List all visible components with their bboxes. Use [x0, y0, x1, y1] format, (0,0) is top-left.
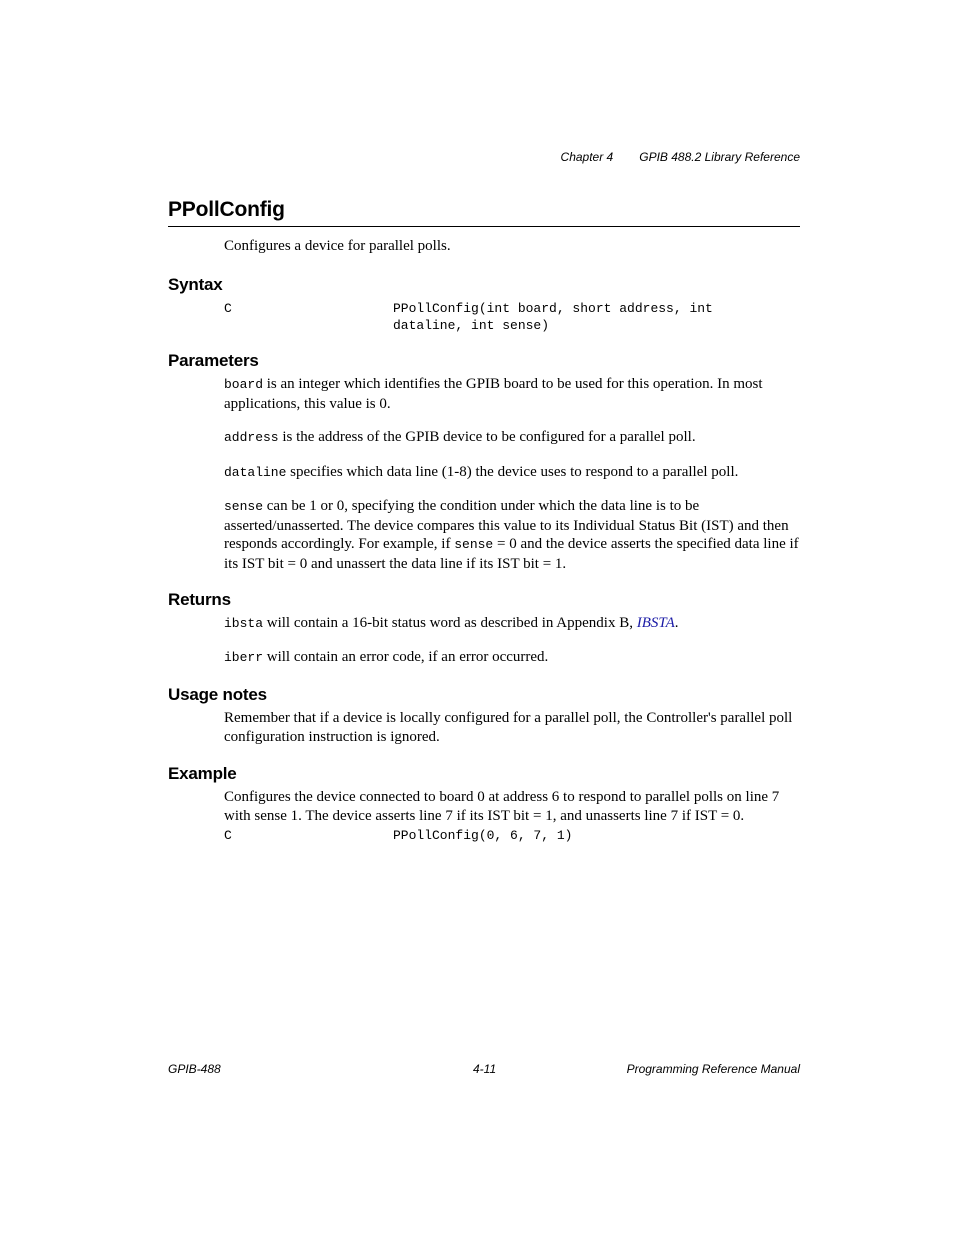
syntax-heading: Syntax	[168, 275, 223, 294]
returns-ibsta-text: will contain a 16-bit status word as described in Appendix B,	[266, 615, 633, 631]
usage-heading: Usage notes	[168, 685, 267, 704]
footer-right: Programming Reference Manual	[626, 1062, 800, 1076]
header-section: GPIB 488.2 Library Reference	[639, 150, 800, 164]
returns-iberr	[224, 648, 800, 668]
example-text: Configures the device connected to board 0 at address 6 to respond to parallel polls on line 7 with sense 1. The device asserts line 7 if its IST bit = 1, and unasserts line 7 if IST = 0.	[224, 789, 780, 824]
syntax-lang: C	[224, 301, 232, 316]
param-dataline-text: specifies which data line (1-8) the device uses to respond to a parallel poll.	[290, 464, 739, 480]
param-board-text: is an integer which identifies the GPIB board to be used for this operation. In most applications, this value is 0.	[224, 376, 763, 412]
syntax-line-1: PPollConfig(int board, short address, int	[393, 301, 713, 316]
running-header	[535, 150, 800, 164]
param-sense-code: sense	[224, 499, 264, 514]
returns-iberr-text: will contain an error code, if an error occurred.	[266, 649, 549, 665]
example-code-block	[224, 827, 800, 844]
returns-iberr-code: iberr	[224, 650, 264, 665]
page-title: PPollConfig	[168, 198, 800, 227]
param-dataline	[224, 463, 800, 483]
header-chapter: Chapter 4	[560, 150, 614, 164]
returns-ibsta-end: .	[674, 615, 679, 631]
footer-page-number: 4-11	[473, 1062, 497, 1076]
syntax-line-2: dataline, int sense)	[393, 318, 550, 333]
param-board	[224, 375, 800, 413]
example-heading: Example	[168, 764, 237, 783]
example-lang: C	[224, 828, 232, 843]
param-sense-code-2: sense	[454, 537, 494, 552]
returns-heading: Returns	[168, 590, 231, 609]
param-address-text: is the address of the GPIB device to be configured for a parallel poll.	[282, 429, 696, 445]
param-dataline-code: dataline	[224, 465, 287, 480]
intro-text: Configures a device for parallel polls.	[224, 238, 451, 254]
syntax-code	[393, 300, 773, 334]
usage-text: Remember that if a device is locally configured for a parallel poll, the Controller's parallel poll configuration instruction is ignored.	[224, 710, 793, 745]
parameters-heading: Parameters	[168, 351, 259, 370]
ibsta-link[interactable]: IBSTA	[636, 615, 675, 631]
param-board-code: board	[224, 377, 264, 392]
example-code: PPollConfig(0, 6, 7, 1)	[393, 828, 573, 843]
param-address-code: address	[224, 430, 279, 445]
returns-ibsta	[224, 614, 800, 634]
param-sense	[224, 497, 800, 573]
param-sense-text-1: can be 1 or 0, specifying the condition under which the data line is to be asserted/unasserted. The device compares this value to its Individual Status Bit (IST) and then responds accordingly. For example, if	[224, 498, 789, 552]
returns-ibsta-code: ibsta	[224, 616, 264, 631]
syntax-block	[224, 300, 800, 334]
param-address	[224, 428, 800, 448]
footer-left: GPIB-488	[168, 1062, 221, 1076]
param-sense-text-2: = 0 and the device asserts the specified data line if its IST bit = 0 and unassert the data line if its IST bit = 1.	[224, 536, 799, 572]
